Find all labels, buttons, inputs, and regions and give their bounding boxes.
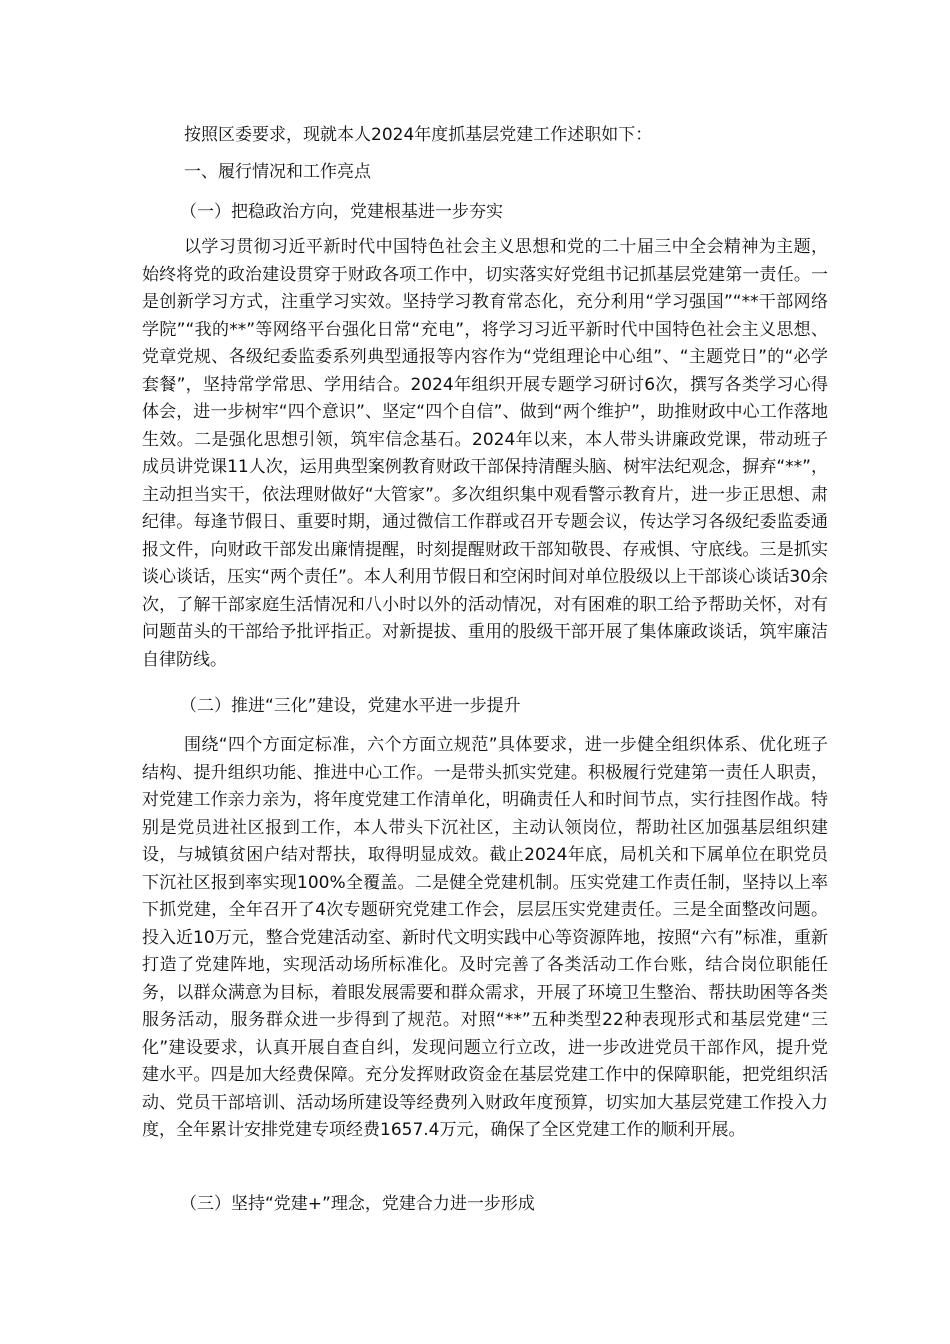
subsection-1-heading: （一）把稳政治方向，党建根基进一步夯实: [180, 202, 503, 222]
subsection-2-heading: （二）推进“三化”建设，党建水平进一步提升: [180, 696, 521, 716]
intro-paragraph: 按照区委要求，现就本人2024年度抓基层党建工作述职如下：: [184, 125, 653, 145]
section-heading: 一、履行情况和工作亮点: [184, 162, 371, 182]
subsection-1-body: 以学习贯彻习近平新时代中国特色社会主义思想和党的二十届三中全会精神为主题，始终将党的政治建设贯穿于财政各项工作中，切实落实好党组书记抓基层党建第一责任。一是创新学习方式，注重学习实效。坚持学习教育常态化，充分利用“学习强国”“**干部网络学院”“我的**”等网络平台强化日常“充电”，将学习习近平新时代中国特色社会主义思想、党章党规、各级纪委监委系列典型通报等内容作为“党组理论中心组”、“主题党日”的“必学套餐”，坚持常学常思、学用结合。2024年组织开展专题学习研讨6次，撰写各类学习心得体会，进一步树牢“四个意识”、坚定“四个自信”、做到“两个维护”，助推财政中心工作落地生效。二是强化思想引领，筑牢信念基石。2024年以来，本人带头讲廉政党课，带动班子成员讲党课11人次，运用典型案例教育财政干部保持清醒头脑、树牢法纪观念，摒弃“**”，主动担当实干，依法理财做好“大管家”。多次组织集中观看警示教育片，进一步正思想、肃纪律。每逢节假日、重要时期，通过微信工作群或召开专题会议，传达学习各级纪委监委通报文件，向财政干部发出廉情提醒，时刻提醒财政干部知敬畏、存戒惧、守底线。三是抓实谈心谈话，压实“两个责任”。本人利用节假日和空闲时间对单位股级以上干部谈心谈话30余次，了解干部家庭生活情况和八小时以外的活动情况，对有困难的职工给予帮助关怀，对有问题苗头的干部给予批评指正。对新提拔、重用的股级干部开展了集体廉政谈话，筑牢廉洁自律防线。: [142, 237, 828, 670]
subsection-3-heading: （三）坚持“党建+”理念，党建合力进一步形成: [180, 1194, 535, 1214]
subsection-2-body: 围绕“四个方面定标准，六个方面立规范”具体要求，进一步健全组织体系、优化班子结构、提升组织功能、推进中心工作。一是带头抓实党建。积极履行党建第一责任人职责，对党建工作亲力亲为，将年度党建工作清单化，明确责任人和时间节点，实行挂图作战。特别是党员进社区报到工作，本人带头下沉社区，主动认领岗位，帮助社区加强基层组织建设，与城镇贫困户结对帮扶，取得明显成效。截止2024年底，局机关和下属单位在职党员下沉社区报到率实现100%全覆盖。二是健全党建机制。压实党建工作责任制，坚持以上率下抓党建，全年召开了4次专题研究党建工作会，层层压实党建责任。三是全面整改问题。投入近10万元，整合党建活动室、新时代文明实践中心等资源阵地，按照“六有”标准，重新打造了党建阵地，实现活动场所标准化。及时完善了各类活动工作台账，结合岗位职能任务，以群众满意为目标，着眼发展需要和群众需求，开展了环境卫生整治、帮扶助困等各类服务活动，服务群众进一步得到了规范。对照“**”五种类型22种表现形式和基层党建“三化”建设要求，认真开展自查自纠，发现问题立行立改，进一步改进党员干部作风，提升党建水平。四是加大经费保障。充分发挥财政资金在基层党建工作中的保障职能，把党组织活动、党员干部培训、活动场所建设等经费列入财政年度预算，切实加大基层党建工作投入力度，全年累计安排党建专项经费1657.4万元，确保了全区党建工作的顺利开展。: [142, 735, 828, 1140]
